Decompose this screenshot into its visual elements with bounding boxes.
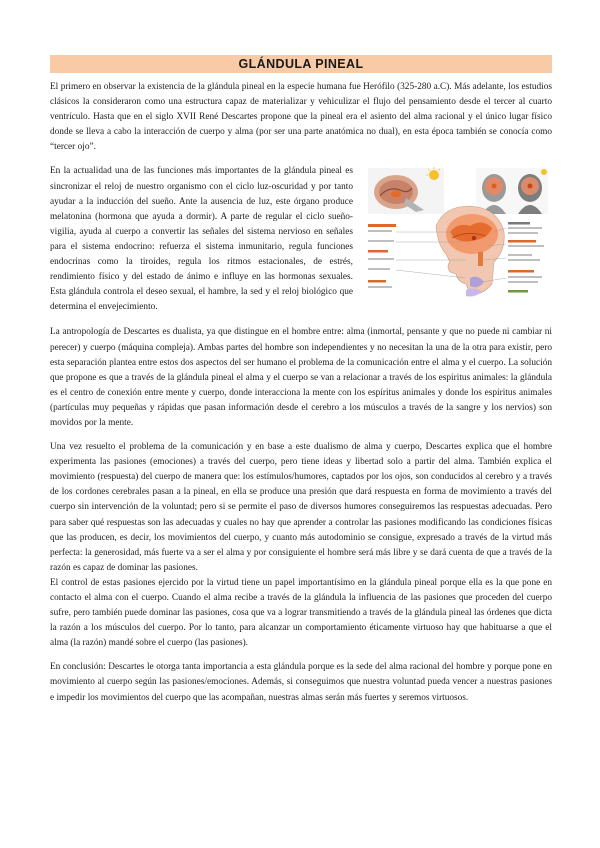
- functions-section: [50, 164, 552, 315]
- paragraph-functions: En la actualidad una de las funciones más importantes de la glándula pineal es sincronizar el reloj de nuestro organismo con el ciclo luz-oscuridad y por tanto ayudar a la inducción del sueño. Ante la ausencia de luz, este órgano produce melatonina (hormona que ayuda a dormir). A parte de regular el ciclo sueño-vigilia, ayuda al cuerpo a convertir las señales del sistema nervioso en señales para el sistema endocrino: refuerza el sistema inmunitario, regula funciones endocrinas como la tiroides, regula los ritmos estacionales, de estrés, rendimiento físico y del estado de ánimo e influye en las hormonas sexuales. Esta glándula controla el deseo sexual, el hambre, la sed y el reloj biológico que determina el envejecimiento.: [50, 166, 353, 313]
- paragraph-passions: Una vez resuelto el problema de la comunicación y en base a este dualismo de alma y cuerpo, Descartes explica que el hombre experimenta las pasiones (emociones) a través del cuerpo, pero tiene ideas y libertad solo a partir del alma. También explica el movimiento (respuesta) del cuerpo de manera que: los estímulos/humores, captados por los ojos, son conducidos al cerebro y a través de los cordones cerebrales pasan a la pineal, en ella se produce una presión que dará respuesta en forma de movimiento a través del cuerpo sin intervención de la voluntad; pero si se permite el paso de diversos humores conseguiremos las respuestas adecuadas. Pero para saber qué respuestas son las adecuadas y cuales no hay que aprender a controlar las pasiones modificando las condiciones físicas que las producen, es decir, los movimientos del cuerpo, y cuanto más autodominio se consigue, expresado a través de la virtud más perfecta: la generosidad, más fuerte va a ser el alma y por consiguiente el hombre será más libre y se dará cuenta de que a través de la razón es capaz de dominar las pasiones.: [50, 442, 552, 573]
- brain-scan-daylight-image: [368, 167, 444, 214]
- paragraph-dualism: La antropología de Descartes es dualista, ya que distingue en el hombre entre: alma (inmortal, pensante y que no puede ni cambiar ni perecer) y cuerpo (máquina compleja). Ambas partes del hombre son independientes y no necesitan la una de la otra para existir, pero esta separación plantea entre estos dos aspectos del ser humano el problema de la comunicación entre el alma y el cuerpo. La solución que propone es que a través de la glándula pineal el alma y el cuerpo se van a relacionar a través de los espíritus animales: la glándula es el centro de conexión entre mente y cuerpo, donde interacciona la mente con los espíritus animales y donde los espíritus animales (partículas muy pequeñas y rápidas que pasan información desde el cerebro a los músculos a través de la sangre y los nervios) son movidos por la mente.: [50, 327, 552, 428]
- page-title: GLÁNDULA PINEAL: [50, 55, 552, 73]
- day-night-silhouettes: [476, 168, 548, 214]
- paragraph-virtue: El control de estas pasiones ejercido por la virtud tiene un papel importantísimo en la glándula pineal porque ella es la que pone en contacto el alma con el cuerpo. Cuando el alma recibe a través de la glándula la influencia de las pasiones que proceden del cuerpo sufre, pero también puede dominar las pasiones, cosa que va a lograr transmitiendo a través de la glándula pineal las órdenes que dicta la razón a los músculos del cuerpo. Por lo tanto, para alcanzar un comportamiento éticamente virtuoso hay que habituarse a que el alma (la razón) mandé sobre el cuerpo (las pasiones).: [50, 577, 552, 649]
- document-page: [50, 55, 552, 715]
- paragraph-conclusion: En conclusión: Descartes le otorga tanta importancia a esta glándula porque es la sede del alma racional del hombre y porque pone en movimiento al cuerpo según las pasiones/emociones. Además, si conseguimos que nuestra voluntad pueda vencer a nuestras pasiones e impedir los movimientos del cuerpo que las acompañan, nuestras almas serán más fuertes y seremos virtuosos.: [50, 662, 552, 703]
- head-profile-diagram: [436, 206, 504, 297]
- paragraph-history: El primero en observar la existencia de la glándula pineal en la especie humana fue Herófilo (325-280 a.C). Más adelante, los estudios clásicos la consideraron como una estructura capaz de materializar y vehiculizar el flujo del pensamiento desde el tercer al cuarto ventrículo. Hasta que en el siglo XVII René Descartes propone que la pineal era el asiento del alma racional y el único lugar físico donde se lleva a cabo la interacción de cuerpo y alma (por ser una parte anatómica no dual), en esta época también se conocía como “tercer ojo”.: [50, 82, 552, 153]
- pineal-gland-illustration: [366, 166, 550, 302]
